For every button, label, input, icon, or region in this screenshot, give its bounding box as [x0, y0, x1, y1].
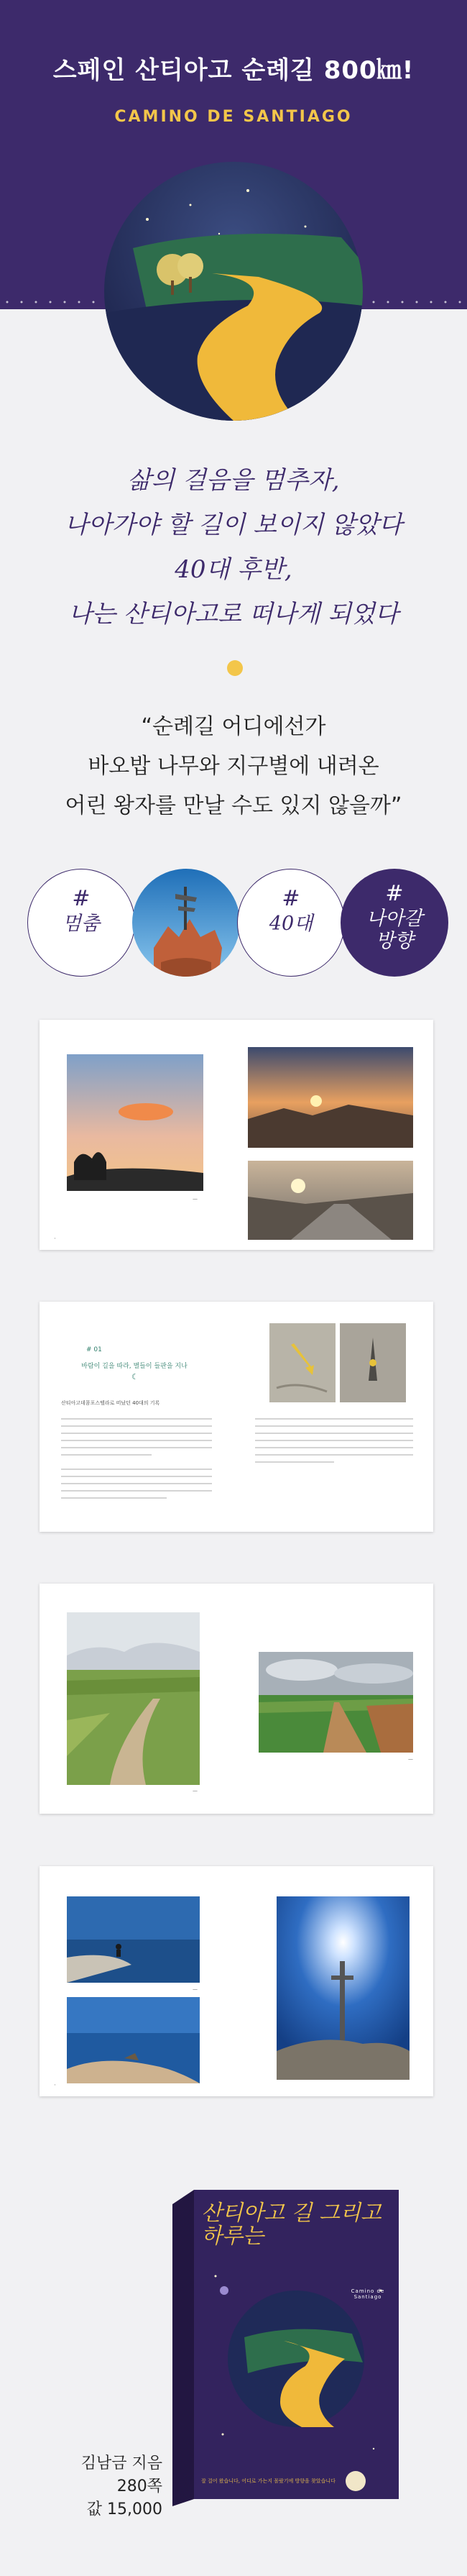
chapter-subline: 산티아고데콤포스텔라로 떠났던 40대의 기록	[61, 1400, 160, 1406]
tag-direction	[341, 869, 448, 977]
photo-wall-arrow	[269, 1323, 336, 1402]
caption-placeholder: —	[193, 1196, 198, 1202]
chapter-number: # 01	[86, 1346, 102, 1353]
photo-sunset-cloud	[67, 1054, 203, 1191]
photo-village-dusk	[248, 1047, 413, 1148]
photo-wall-marker	[340, 1323, 406, 1402]
body-text-right	[255, 1418, 413, 1469]
hash-mark: #	[72, 886, 91, 911]
book-spread-2	[40, 1302, 433, 1532]
quote-line-3: 어린 왕자를 만날 수도 있지 않을까”	[65, 793, 402, 818]
photo-field-road	[259, 1652, 413, 1753]
author-name: 김남금 지음	[80, 2454, 162, 2472]
quote-line-2: 바오밥 나무와 지구별에 내려온	[88, 754, 379, 779]
photo-coast-rocks	[67, 1997, 200, 2083]
book-spread-1	[40, 1020, 433, 1250]
page-count: 280쪽	[116, 2477, 162, 2495]
book-spread-4	[40, 1866, 433, 2096]
page-title: 스페인 산티아고 순례길 800㎞!	[52, 56, 415, 85]
caption-placeholder: —	[193, 1788, 198, 1794]
photo-dirt-path	[67, 1612, 200, 1785]
tag-label: 나아갈 방향	[366, 908, 423, 953]
tag-label: 40대	[269, 913, 313, 935]
tag-photo	[132, 869, 240, 977]
photo-lake-figure	[67, 1896, 200, 1983]
chapter-heading: 바람이 길을 따라, 별들이 들판을 지나	[81, 1363, 188, 1370]
accent-dot	[227, 660, 243, 676]
book-tagline: 잘 걸어 왔습니다, 어디로 가는지 몰랐기에 방향을 찾았습니다	[201, 2478, 336, 2484]
hero-illustration	[104, 162, 363, 421]
body-text-left	[61, 1418, 212, 1504]
caption-placeholder: —	[193, 1986, 198, 1992]
handwriting-line-3: 40대 후반,	[175, 555, 292, 584]
book-title: 산티아고 길 그리고 하루는	[201, 2201, 382, 2249]
tag-pause	[27, 869, 135, 977]
tag-forties	[237, 869, 345, 977]
page-number: ·	[54, 2082, 56, 2089]
page-subtitle: CAMINO DE SANTIAGO	[114, 108, 353, 126]
tag-label: 멈춤	[62, 913, 101, 935]
hash-mark: #	[282, 886, 300, 911]
page-number: ·	[54, 1236, 56, 1243]
book-spread-3	[40, 1584, 433, 1814]
moon-icon: ☾	[131, 1372, 139, 1381]
hash-mark: #	[385, 881, 404, 906]
handwriting-line-4: 나는 산티아고로 떠나게 되었다	[68, 600, 399, 629]
handwriting-line-1: 삶의 걸음을 멈추자,	[127, 466, 340, 495]
quote-line-1: “순례길 어디에선가	[141, 714, 326, 739]
handwriting-line-2: 나아가야 할 길이 보이지 않았다	[64, 511, 403, 539]
caption-placeholder: —	[408, 1756, 413, 1762]
photo-street-sunrise	[248, 1161, 413, 1240]
book-label: Camino de Santiago	[351, 2288, 385, 2300]
photo-cross-sun	[277, 1896, 410, 2080]
price: 값 15,000	[86, 2500, 162, 2518]
